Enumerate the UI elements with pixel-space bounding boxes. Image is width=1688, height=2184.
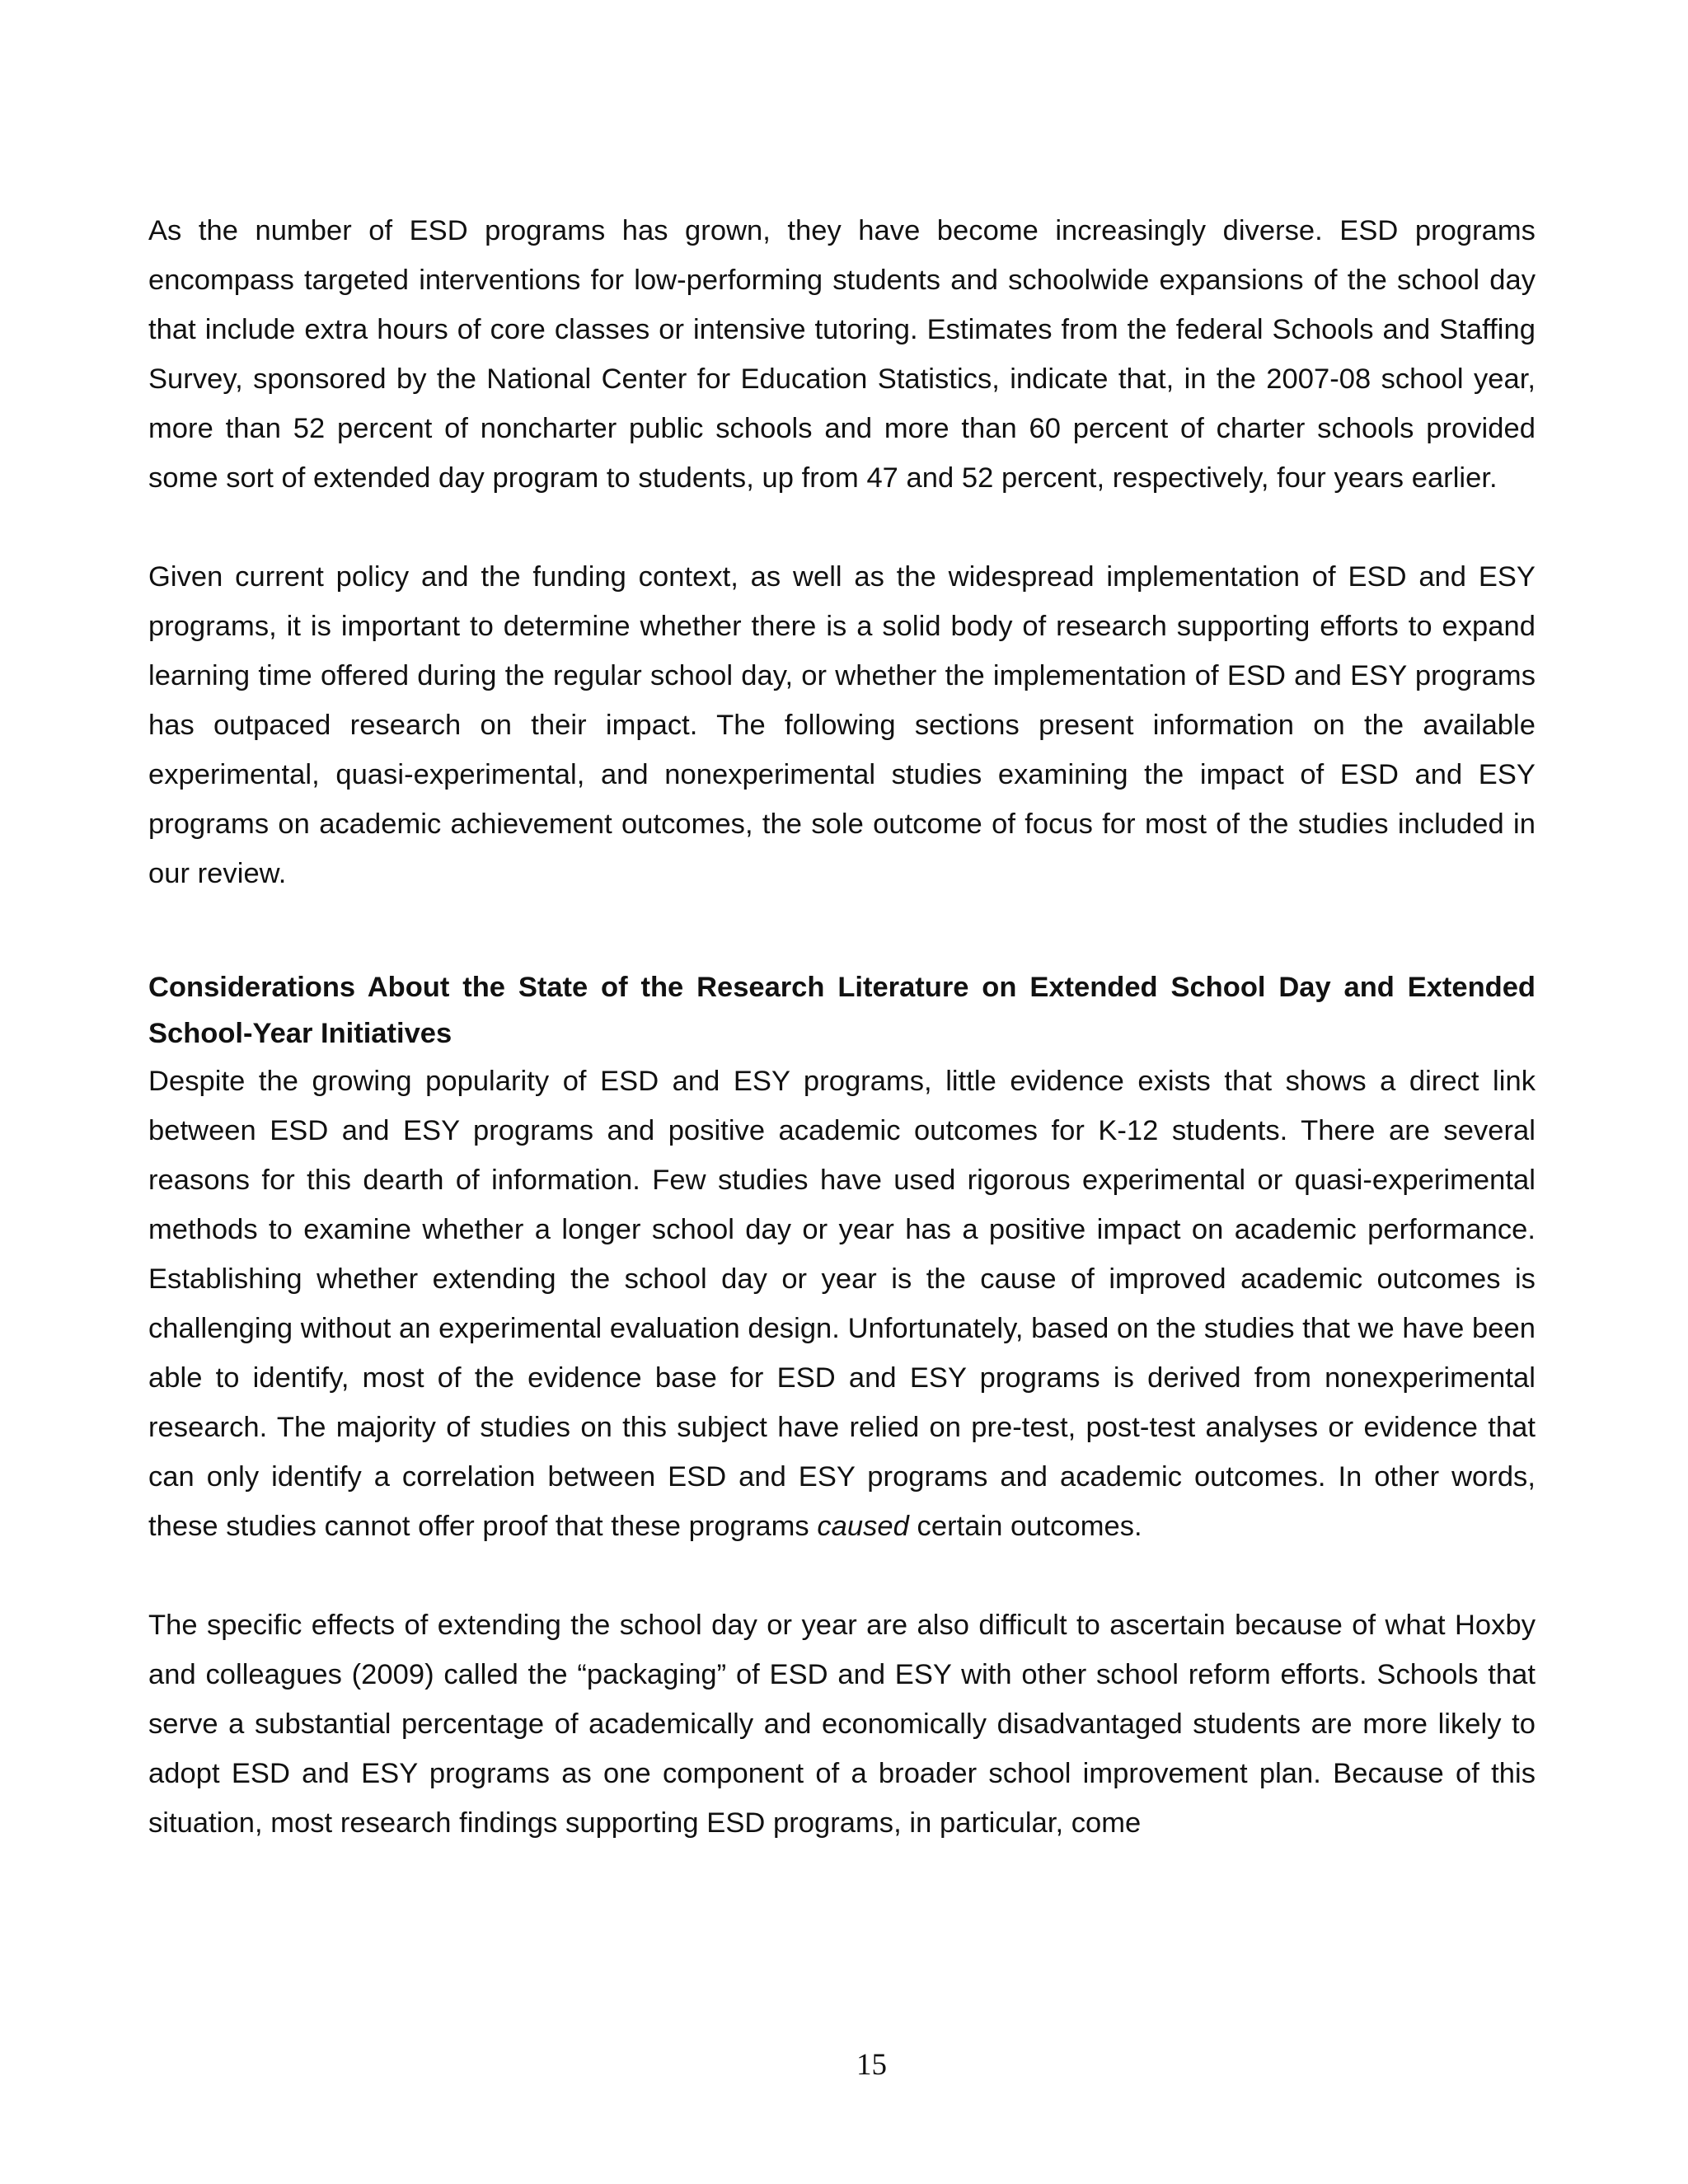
section-spacer [148,898,1536,964]
paragraph-esd-growth: As the number of ESD programs has grown, they have become increasingly diverse. ESD programs encompass targeted interventions for low-performing students and schoolwide expansions of the school day that include extra hours of core classes or intensive tutoring. Estimates from the federal Schools and Staffing Survey, sponsored by the National Center for Education Statistics, indicate that, in the 2007-08 school year, more than 52 percent of noncharter public schools and more than 60 percent of charter schools provided some sort of extended day program to students, up from 47 and 52 percent, respectively, four years earlier. [148,215,1536,494]
paragraph-spacer [148,503,1536,552]
emphasized-word: caused [817,1511,909,1542]
paragraph-research-evidence [148,1057,1536,1551]
paragraph-spacer [148,1551,1536,1601]
paragraph-text-after-emphasis: certain outcomes. [908,1511,1142,1542]
document-page [148,206,1536,1848]
paragraph-packaging-effects: The specific effects of extending the school day or year are also difficult to ascertain because of what Hoxby and colleagues (2009) called the “packaging” of ESD and ESY with other school reform efforts. Schools that serve a substantial percentage of academically and economically disadvantaged students are more likely to adopt ESD and ESY programs as one component of a broader school improvement plan. Because of this situation, most research findings supporting ESD programs, in particular, come [148,1610,1536,1839]
page-number: 15 [856,2048,887,2082]
paragraph-research-context: Given current policy and the funding context, as well as the widespread implementation of ESD and ESY programs, it is important to determine whether there is a solid body of research supporting efforts to expand learning time offered during the regular school day, or whether the implementation of ESD and ESY programs has outpaced research on their impact. The following sections present information on the available experimental, quasi-experimental, and nonexperimental studies examining the impact of ESD and ESY programs on academic achievement outcomes, the sole outcome of focus for most of the studies included in our review. [148,561,1536,889]
paragraph-text-before-emphasis: Despite the growing popularity of ESD and ESY programs, little evidence exists that shows a direct link between ESD and ESY programs and positive academic outcomes for K-12 students. There are several reasons for this dearth of information. Few studies have used rigorous experimental or quasi-experimental methods to examine whether a longer school day or year has a positive impact on academic performance. Establishing whether extending the school day or year is the cause of improved academic outcomes is challenging without an experimental evaluation design. Unfortunately, based on the studies that we have been able to identify, most of the evidence base for ESD and ESY programs is derived from nonexperimental research. The majority of studies on this subject have relied on pre-test, post-test analyses or evidence that can only identify a correlation between ESD and ESY programs and academic outcomes. In other words, these studies cannot offer proof that these programs [148,1066,1536,1542]
section-heading: Considerations About the State of the Research Literature on Extended School Day and Extended School-Year Initiatives [148,972,1536,1049]
